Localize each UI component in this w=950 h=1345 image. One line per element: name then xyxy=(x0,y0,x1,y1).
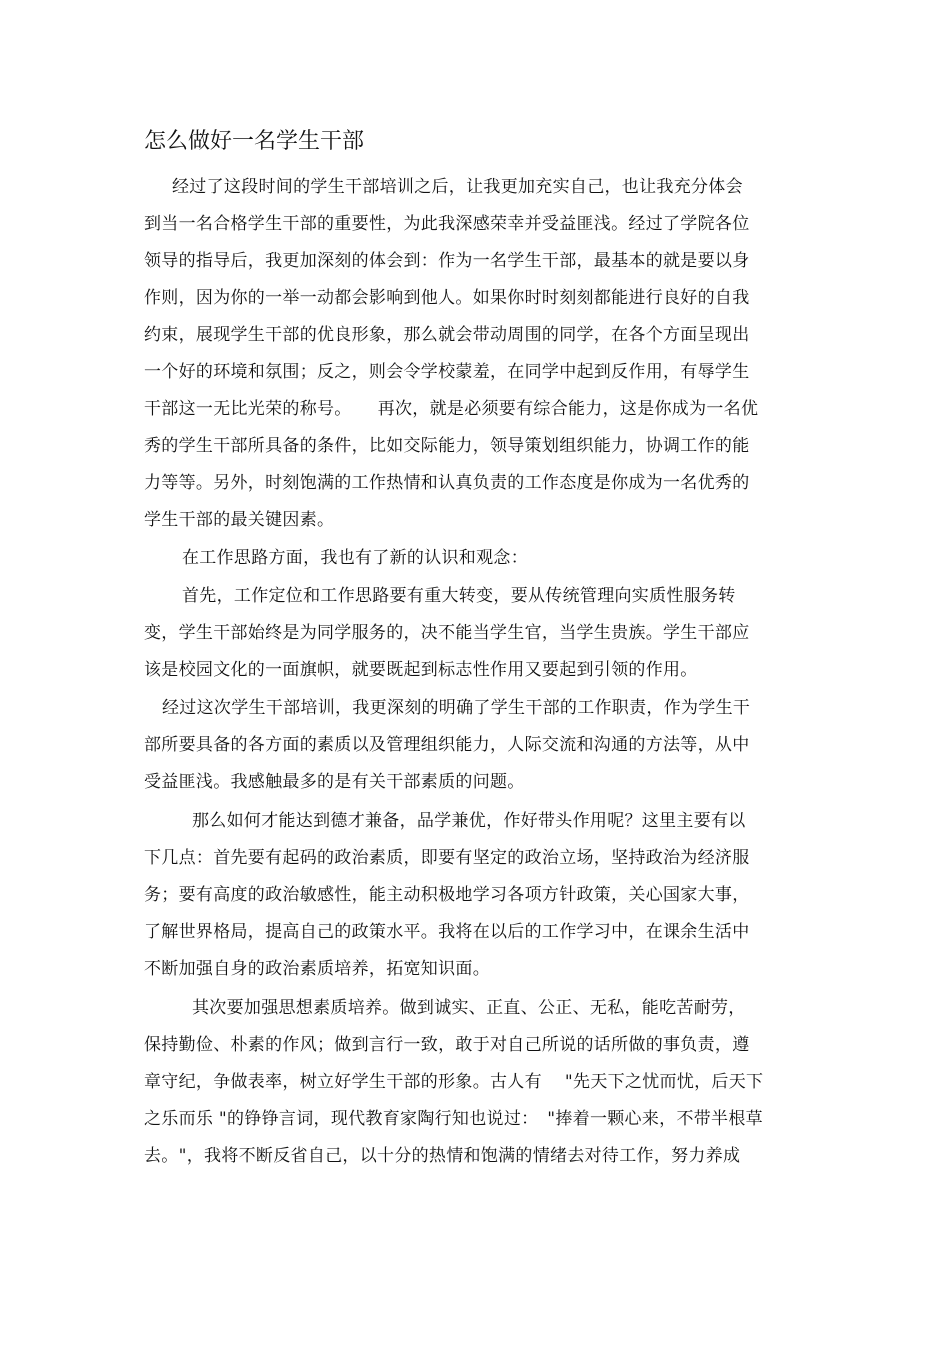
paragraph-line: 干部这一无比光荣的称号。 再次，就是必须要有综合能力，这是你成为一名优 xyxy=(144,399,759,419)
paragraph-line: 约束，展现学生干部的优良形象，那么就会带动周围的同学，在各个方面呈现出 xyxy=(144,325,750,345)
document-title: 怎么做好一名学生干部 xyxy=(144,129,365,154)
paragraph-line: 经过这次学生干部培训，我更深刻的明确了学生干部的工作职责，作为学生干 xyxy=(162,698,751,718)
paragraph-line: 务；要有高度的政治敏感性，能主动积极地学习各项方针政策，关心国家大事， xyxy=(144,885,750,905)
paragraph-line: 部所要具备的各方面的素质以及管理组织能力，人际交流和沟通的方法等，从中 xyxy=(144,735,750,755)
paragraph-line: 其次要加强思想素质培养。做到诚实、正直、公正、无私，能吃苦耐劳， xyxy=(192,998,746,1018)
paragraph-line: 学生干部的最关键因素。 xyxy=(144,510,335,530)
paragraph-line: 了解世界格局，提高自己的政策水平。我将在以后的工作学习中，在课余生活中 xyxy=(144,922,750,942)
paragraph-line: 一个好的环境和氛围；反之，则会令学校蒙羞，在同学中起到反作用，有辱学生 xyxy=(144,362,750,382)
paragraph-line: 作则，因为你的一举一动都会影响到他人。如果你时时刻刻都能进行良好的自我 xyxy=(144,288,750,308)
paragraph-line: 去。"，我将不断反省自己，以十分的热情和饱满的情绪去对待工作，努力养成 xyxy=(144,1146,741,1166)
paragraph-line: 在工作思路方面，我也有了新的认识和观念： xyxy=(182,548,528,568)
paragraph-line: 到当一名合格学生干部的重要性，为此我深感荣幸并受益匪浅。经过了学院各位 xyxy=(144,214,750,234)
paragraph-line: 秀的学生干部所具备的条件，比如交际能力，领导策划组织能力，协调工作的能 xyxy=(144,436,750,456)
paragraph-line: 受益匪浅。我感触最多的是有关干部素质的问题。 xyxy=(144,772,525,792)
paragraph-line: 首先，工作定位和工作思路要有重大转变，要从传统管理向实质性服务转 xyxy=(182,586,736,606)
paragraph-line: 章守纪，争做表率，树立好学生干部的形象。古人有 "先天下之忧而忧，后天下 xyxy=(144,1072,764,1092)
paragraph-line: 变，学生干部始终是为同学服务的，决不能当学生官，当学生贵族。学生干部应 xyxy=(144,623,750,643)
paragraph-line: 力等等。另外，时刻饱满的工作热情和认真负责的工作态度是你成为一名优秀的 xyxy=(144,473,750,493)
paragraph-line: 领导的指导后，我更加深刻的体会到：作为一名学生干部，最基本的就是要以身 xyxy=(144,251,750,271)
paragraph-line: 下几点：首先要有起码的政治素质，即要有坚定的政治立场，坚持政治为经济服 xyxy=(144,848,750,868)
paragraph-line: 经过了这段时间的学生干部培训之后，让我更加充实自己，也让我充分体会 xyxy=(172,177,743,197)
paragraph-line: 不断加强自身的政治素质培养，拓宽知识面。 xyxy=(144,959,490,979)
paragraph-line: 之乐而乐 "的铮铮言词，现代教育家陶行知也说过： "捧着一颗心来，不带半根草 xyxy=(144,1109,763,1129)
paragraph-line: 那么如何才能达到德才兼备，品学兼优，作好带头作用呢？这里主要有以 xyxy=(192,811,746,831)
paragraph-line: 该是校园文化的一面旗帜，就要既起到标志性作用又要起到引领的作用。 xyxy=(144,660,698,680)
paragraph-line: 保持勤俭、朴素的作风；做到言行一致，敢于对自己所说的话所做的事负责，遵 xyxy=(144,1035,750,1055)
